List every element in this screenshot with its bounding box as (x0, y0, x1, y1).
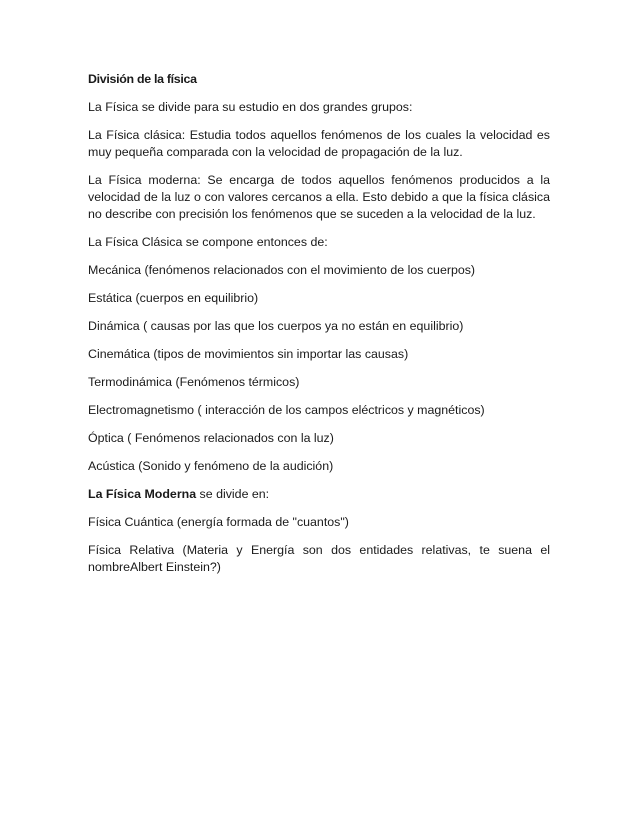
classical-branch-item: Acústica (Sonido y fenómeno de la audición) (88, 459, 334, 473)
classical-branch-item: Termodinámica (Fenómenos térmicos) (88, 375, 300, 389)
modern-intro-bold: La Física Moderna (88, 487, 197, 501)
classical-branch-item: Dinámica ( causas por las que los cuerpos ya no están en equilibrio) (88, 319, 464, 333)
classical-branch-item: Óptica ( Fenómenos relacionados con la luz) (88, 431, 334, 445)
modern-branch-item: Física Cuántica (energía formada de "cuantos") (88, 515, 349, 529)
document-body (88, 71, 550, 587)
classical-branch-item: Cinemática (tipos de movimientos sin importar las causas) (88, 347, 409, 361)
classical-branch-item: Estática (cuerpos en equilibrio) (88, 291, 259, 305)
modern-branch-item: Física Relativa (Materia y Energía son dos entidades relativas, te suena el nombreAlbert Einstein?) (88, 543, 550, 574)
modern-definition-paragraph: La Física moderna: Se encarga de todos aquellos fenómenos producidos a la velocidad de la luz o con valores cercanos a ella. Esto debido a que la física clásica no describe con precisión los fenómenos que se suceden a la velocidad de la luz. (88, 173, 550, 221)
classical-branch-item: Mecánica (fenómenos relacionados con el movimiento de los cuerpos) (88, 263, 476, 277)
intro-paragraph: La Física se divide para su estudio en dos grandes grupos: (88, 100, 413, 114)
modern-intro-rest: se divide en: (196, 487, 270, 501)
document-title: División de la física (88, 72, 197, 86)
modern-components-intro (88, 486, 550, 503)
classical-definition-paragraph: La Física clásica: Estudia todos aquellos fenómenos de los cuales la velocidad es muy pequeña comparada con la velocidad de propagación de la luz. (88, 128, 550, 159)
classical-components-intro: La Física Clásica se compone entonces de: (88, 235, 328, 249)
classical-branch-item: Electromagnetismo ( interacción de los campos eléctricos y magnéticos) (88, 403, 485, 417)
